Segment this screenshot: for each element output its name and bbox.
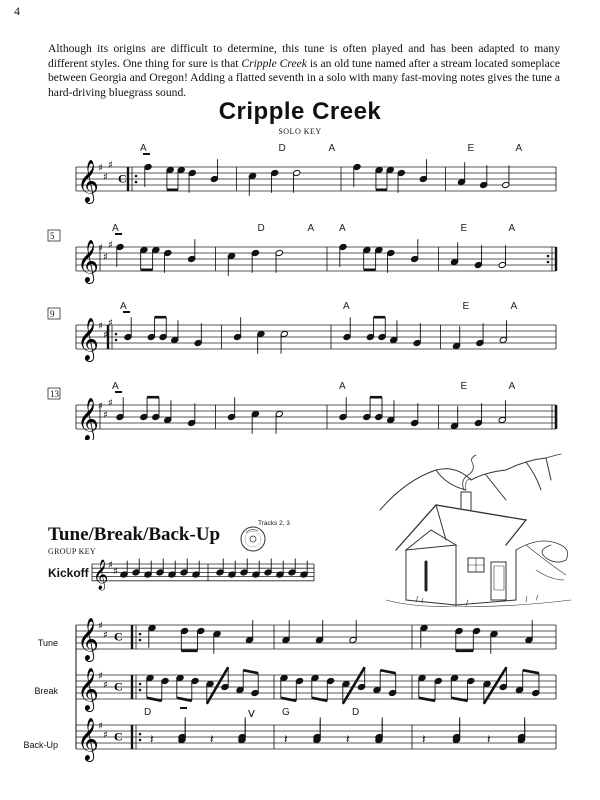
section-title: Tune/Break/Back-Up [48,524,221,545]
sharp-sign: ♯ [108,560,113,571]
repeat-dot [139,639,142,642]
part-label-backup: Back-Up [23,740,58,750]
note-beam [419,698,435,701]
chord-symbol: E [460,381,468,392]
note-beam [380,670,396,673]
intro-paragraph [48,42,560,100]
repeat-dot [139,733,142,736]
rest-symbol: 𝄽 [150,732,154,746]
sharp-sign: ♯ [103,730,108,741]
song-key-label: SOLO KEY [278,127,322,136]
sharp-sign: ♯ [98,621,103,632]
sharp-sign: ♯ [113,566,118,578]
chord-symbol: A [339,223,346,234]
chord-symbol: A [510,301,518,312]
chord-symbol: G [282,707,290,718]
chord-symbol: A [140,143,147,154]
sharp-sign: ♯ [103,330,108,341]
intro-tune-name: Cripple Creek [241,56,307,70]
chord-symbol: A [328,143,336,154]
chord-symbol: E [462,301,470,312]
sharp-sign: ♯ [103,680,108,691]
page-number: 4 [14,4,20,18]
treble-clef: 𝄞 [77,616,99,660]
down-bow-mark [180,707,187,709]
song-title: Cripple Creek [218,98,382,125]
repeat-dot [139,683,142,686]
sharp-sign: ♯ [108,398,113,409]
intro-text-2: is an old tune named after a stream located someplace between Georgia and Oregon! Adding a flatted seventh in a solo with many fast-moving notes gives the tune a hard-driving bluegrass sound. [48,56,561,99]
sharp-sign: ♯ [103,410,108,421]
measure-number: 9 [50,309,55,319]
kickoff-label: Kickoff [48,566,89,580]
group-score [0,610,600,800]
note-beam [312,698,328,701]
note-beam [243,670,258,673]
repeat-dot [139,633,142,636]
chord-symbol: A [112,223,119,234]
sharp-sign: ♯ [98,671,103,682]
sharp-sign: ♯ [98,721,103,732]
repeat-dot [115,339,118,342]
rest-symbol: 𝄽 [210,732,214,746]
rest-symbol: 𝄽 [487,732,491,746]
part-label-break: Break [34,686,58,696]
sharp-sign: ♯ [98,243,103,254]
note-beam [177,698,192,701]
treble-clef: 𝄞 [93,559,109,590]
treble-clef: 𝄞 [77,316,99,360]
note-beam [147,698,162,701]
rest-symbol: 𝄽 [422,732,426,746]
chord-symbol: A [339,381,346,392]
time-signature: C [114,729,123,744]
chord-symbol: A [112,381,119,392]
sharp-sign: ♯ [98,401,103,412]
chord-symbol: D [257,223,265,234]
note-beam [523,670,539,673]
time-signature: C [114,629,123,644]
rest-symbol: 𝄽 [284,732,288,746]
chord-symbol: D [352,707,360,718]
treble-clef: 𝄞 [77,716,99,760]
part-label-tune: Tune [37,638,58,648]
chord-symbol: D [144,707,152,718]
repeat-dot [115,333,118,336]
intro-text-1: Although its origins are difficult to determine, this tune is often played and has been adapted to many different styles. One thing for sure is that [48,42,560,70]
chord-symbol: E [467,143,475,154]
tracks-label: Tracks 2, 3 [258,520,290,527]
sharp-sign: ♯ [108,160,113,171]
section-key-label: GROUP KEY [48,547,96,556]
chord-symbol: A [307,223,315,234]
repeat-dot [139,739,142,742]
measure-number: 5 [50,231,55,241]
repeat-dot [547,261,550,264]
sharp-sign: ♯ [108,240,113,251]
measure-number: 13 [50,389,59,399]
farmhouse-illustration [376,450,576,610]
chord-symbol: A [343,301,350,312]
repeat-dot [135,175,138,178]
sharp-sign: ♯ [98,321,103,332]
chord-symbol: E [460,223,468,234]
time-signature: C [118,171,127,186]
chord-symbol: A [508,223,516,234]
treble-clef: 𝄞 [77,666,99,710]
kickoff-staff [90,556,330,596]
treble-clef: 𝄞 [77,238,99,282]
chord-symbol: D [278,143,286,154]
note-beam [281,698,297,701]
repeat-dot [547,255,550,258]
sharp-sign: ♯ [103,630,108,641]
sharp-sign: ♯ [103,252,108,263]
up-bow-mark: V [248,709,255,720]
note-beam [451,698,467,701]
repeat-dot [135,181,138,184]
chord-symbol: A [515,143,523,154]
rest-symbol: 𝄽 [346,732,350,746]
solo-score [0,140,600,440]
repeat-dot [139,689,142,692]
chord-symbol: A [120,301,127,312]
treble-clef: 𝄞 [77,158,99,202]
chord-symbol: A [508,381,516,392]
time-signature: C [114,679,123,694]
sharp-sign: ♯ [103,172,108,183]
treble-clef: 𝄞 [77,396,99,440]
sharp-sign: ♯ [108,318,113,329]
sharp-sign: ♯ [98,163,103,174]
